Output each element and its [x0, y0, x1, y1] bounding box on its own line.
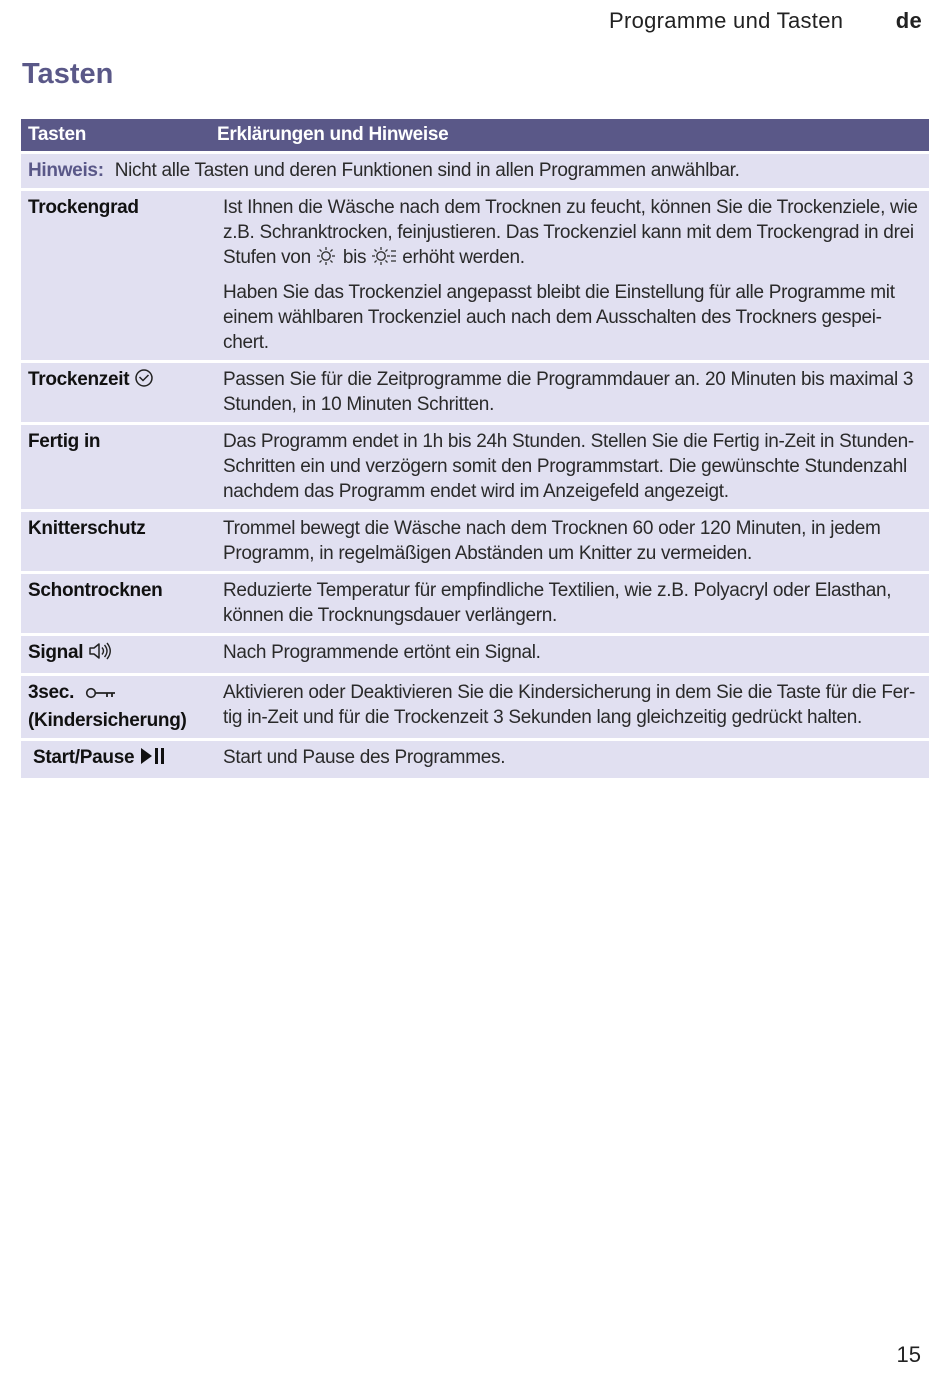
table-row: [21, 636, 929, 673]
row-key-signal: [21, 636, 210, 673]
row-key-trockengrad: Trockengrad: [21, 191, 210, 360]
row-desc-signal: Nach Programmende ertönt ein Signal.: [210, 636, 929, 673]
clock-icon: [134, 368, 156, 395]
row-desc-knitterschutz: Trommel bewegt die Wäsche nach dem Trocknen 60 oder 120 Minuten, in jedem Programm, in regelmäßigen Abständen um Knitter zu vermeiden.: [210, 512, 929, 571]
sun-low-icon: [316, 246, 338, 273]
row-key-schontrocknen: Schontrocknen: [21, 574, 210, 633]
row-key-kindersicherung: [21, 676, 210, 738]
speaker-icon: [88, 641, 114, 668]
start-pause-label: Start/Pause: [33, 747, 135, 768]
table-row: [21, 363, 929, 422]
trockengrad-text-1: Ist Ihnen die Wäsche nach dem Trocknen zu feucht, können Sie die Trockenziele, wie z.B. Schranktrocken, feinjustieren. Das Trockenziel kann mit dem Trockengrad in drei Stufen von: [223, 197, 918, 268]
row-desc-fertig-in: Das Programm endet in 1h bis 24h Stunden. Stellen Sie die Fertig in-Zeit in Stunden-Schritten ein und verzögern somit den Programmstart. Die gewünschte Stundenzahl nachdem das Programm endet wird im Anzeigefeld angezeigt.: [210, 425, 929, 509]
hint-cell: [21, 154, 929, 188]
table-row: [21, 425, 929, 509]
table-row: [21, 741, 929, 778]
row-key-fertig-in: Fertig in: [21, 425, 210, 509]
key-icon: [85, 683, 117, 708]
table-row: [21, 676, 929, 738]
running-header-section: Programme und Tasten: [609, 8, 844, 33]
row-key-trockenzeit: [21, 363, 210, 422]
hint-row: [21, 154, 929, 188]
row-desc-trockengrad: [210, 191, 929, 360]
row-desc-trockenzeit: Passen Sie für die Zeitprogramme die Programmdauer an. 20 Minuten bis maximal 3 Stunden, in 10 Minuten Schritten.: [210, 363, 929, 422]
hint-label: Hinweis:: [28, 160, 104, 181]
row-desc-schontrocknen: Reduzierte Temperatur für empfindliche Textilien, wie z.B. Polyacryl oder Elasthan, können die Trocknungsdauer verlängern.: [210, 574, 929, 633]
row-key-knitterschutz: Knitterschutz: [21, 512, 210, 571]
row-desc-start-pause: Start und Pause des Programmes.: [210, 741, 929, 778]
kindersicherung-label-2: (Kindersicherung): [28, 710, 187, 731]
running-header: [609, 8, 922, 34]
trockengrad-paragraph-1: [223, 195, 919, 273]
row-desc-kindersicherung: Aktivieren oder Deaktivieren Sie die Kindersicherung in dem Sie die Taste für die Fer-tig in-Zeit und für die Trockenzeit 3 Sekunden lang gleichzeitig gedrückt halten.: [210, 676, 929, 738]
play-pause-icon: [139, 746, 167, 773]
trockengrad-text-end: erhöht werden.: [402, 247, 525, 268]
table-row: [21, 191, 929, 360]
table-header-row: [21, 119, 929, 151]
trockengrad-paragraph-2: Haben Sie das Trockenziel angepasst bleibt die Einstellung für alle Programme mit einem wählbaren Trockenziel auch nach dem Ausschalten des Trockners gespei-chert.: [223, 282, 895, 353]
sun-high-icon: [371, 246, 397, 273]
trockenzeit-label: Trockenzeit: [28, 369, 130, 390]
row-key-start-pause: [21, 741, 210, 778]
hint-text: Nicht alle Tasten und deren Funktionen sind in allen Programmen anwählbar.: [114, 160, 740, 181]
kindersicherung-label-1: 3sec.: [28, 682, 75, 703]
page-title: Tasten: [22, 58, 114, 90]
signal-label: Signal: [28, 642, 84, 663]
column-header-buttons: Tasten: [21, 119, 210, 151]
table-row: [21, 512, 929, 571]
column-header-explanations: Erklärungen und Hinweise: [210, 119, 929, 151]
table-row: [21, 574, 929, 633]
buttons-table: [21, 116, 929, 781]
page-number: 15: [896, 1342, 921, 1367]
language-code: de: [895, 8, 922, 33]
trockengrad-text-mid: bis: [342, 247, 367, 268]
